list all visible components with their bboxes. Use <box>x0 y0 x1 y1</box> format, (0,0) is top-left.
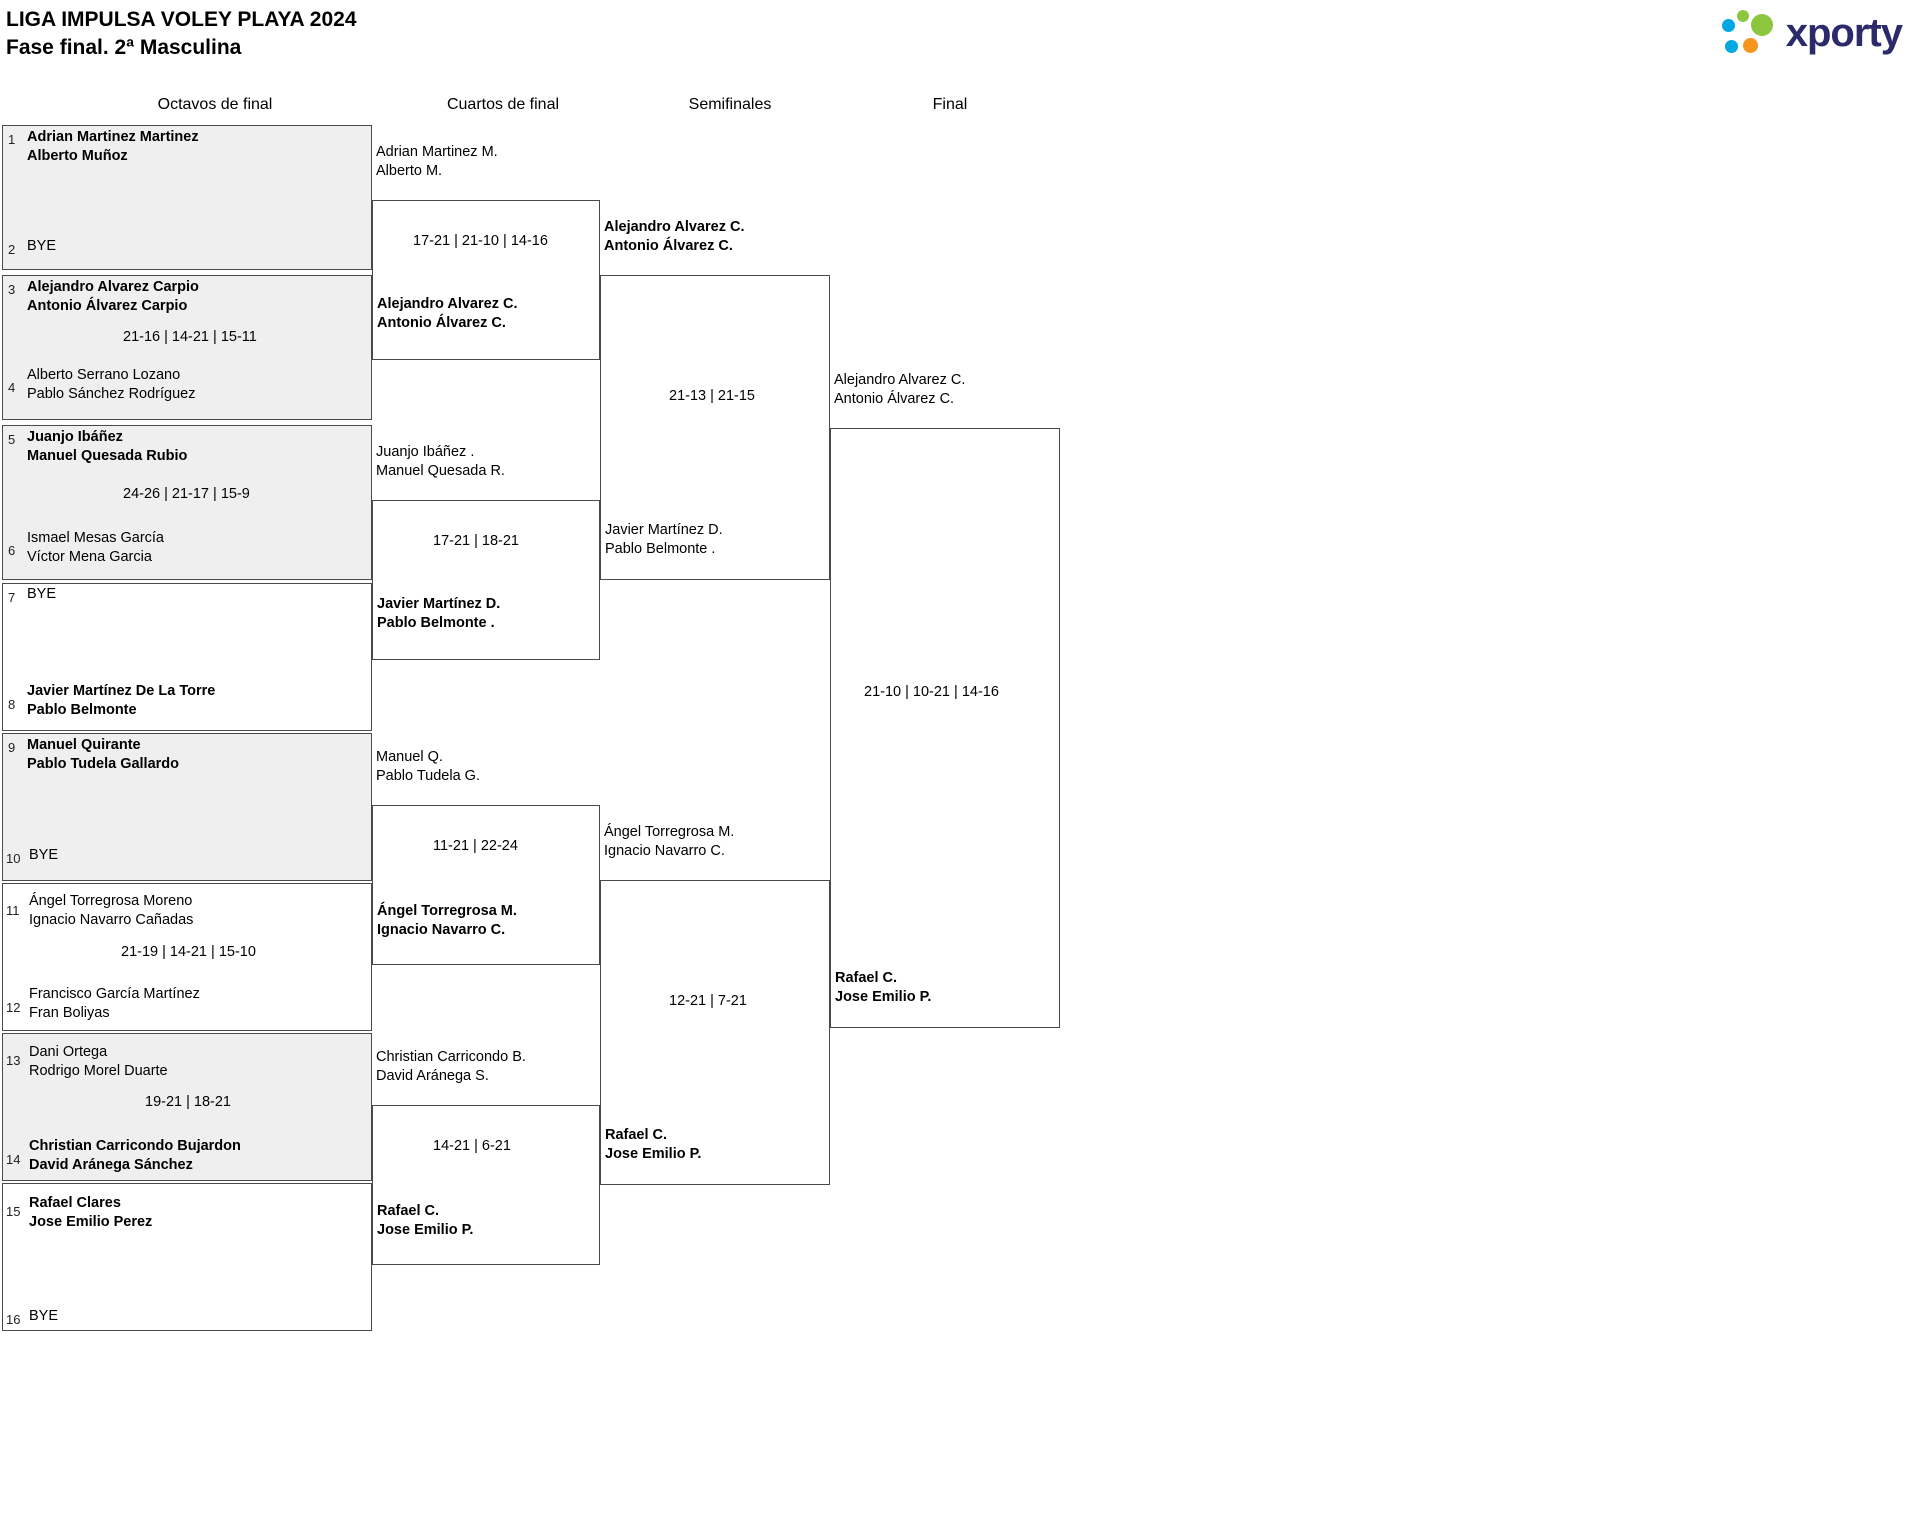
team-name: Rafael C. <box>377 1203 440 1219</box>
team-name: Christian Carricondo B. <box>376 1049 526 1065</box>
seed-number: 15 <box>6 1204 21 1219</box>
team-name: Adrian Martinez Martinez <box>27 129 199 145</box>
team-name: Alberto Muñoz <box>27 148 128 164</box>
seed-number: 5 <box>8 432 16 447</box>
match-qf-1[interactable] <box>372 200 600 360</box>
round-header-final: Final <box>932 96 968 113</box>
team-name: Jose Emilio Perez <box>29 1214 153 1230</box>
team-name: Fran Boliyas <box>29 1005 110 1021</box>
match-sf-2[interactable] <box>600 880 830 1185</box>
match-final-top <box>830 368 1060 428</box>
match-r16-3[interactable] <box>2 425 372 580</box>
team-name: Ignacio Navarro C. <box>377 922 506 938</box>
team-name: Manuel Quesada Rubio <box>27 448 188 464</box>
team-name: David Aránega S. <box>376 1068 489 1084</box>
team-name: Antonio Álvarez C. <box>604 238 733 254</box>
team-name: Pablo Sánchez Rodríguez <box>27 386 196 402</box>
team-name: Antonio Álvarez C. <box>377 315 506 331</box>
seed-number: 1 <box>8 132 16 147</box>
tournament-subtitle: Fase final. 2ª Masculina <box>6 36 242 59</box>
bye-label: BYE <box>29 1308 59 1324</box>
team-name: Manuel Quesada R. <box>376 463 505 479</box>
match-r16-4[interactable] <box>2 583 372 731</box>
match-qf-4-top <box>372 1045 600 1105</box>
round-header-cuartos: Cuartos de final <box>446 96 560 113</box>
team-name: Pablo Belmonte <box>27 702 137 718</box>
seed-number: 3 <box>8 282 16 297</box>
match-final[interactable] <box>830 428 1060 1028</box>
xporty-logo <box>1722 10 1902 56</box>
seed-number: 7 <box>8 590 16 605</box>
team-name: Pablo Tudela Gallardo <box>27 756 180 772</box>
seed-number: 6 <box>8 543 16 558</box>
match-sf-1-top <box>600 215 830 275</box>
seed-number: 14 <box>6 1152 21 1167</box>
match-sf-2-top <box>600 820 830 880</box>
team-name: Ángel Torregrosa Moreno <box>29 893 193 909</box>
round-header-octavos: Octavos de final <box>157 96 273 113</box>
match-score: 17-21 | 21-10 | 14-16 <box>413 233 548 249</box>
team-name: Manuel Q. <box>376 749 443 765</box>
seed-number: 2 <box>8 242 16 257</box>
team-name: Ignacio Navarro C. <box>604 843 725 859</box>
team-name: David Aránega Sánchez <box>29 1157 193 1173</box>
match-score: 17-21 | 18-21 <box>433 533 519 549</box>
seed-number: 13 <box>6 1053 21 1068</box>
match-score: 24-26 | 21-17 | 15-9 <box>123 486 250 502</box>
team-name: Ángel Torregrosa M. <box>377 903 517 919</box>
match-r16-8[interactable] <box>2 1183 372 1331</box>
match-score: 21-19 | 14-21 | 15-10 <box>121 944 256 960</box>
seed-number: 4 <box>8 380 16 395</box>
team-name: Christian Carricondo Bujardon <box>29 1138 241 1154</box>
team-name: Dani Ortega <box>29 1044 108 1060</box>
page-title <box>6 6 357 62</box>
team-name: Rafael Clares <box>29 1195 121 1211</box>
team-name: Ángel Torregrosa M. <box>604 824 735 840</box>
team-name: Ignacio Navarro Cañadas <box>29 912 194 928</box>
team-name: Juanjo Ibáñez . <box>376 444 475 460</box>
team-name: Javier Martínez D. <box>377 596 501 612</box>
match-score: 19-21 | 18-21 <box>145 1094 231 1110</box>
team-name: Alejandro Alvarez C. <box>377 296 518 312</box>
team-name: Manuel Quirante <box>27 737 141 753</box>
match-r16-7[interactable] <box>2 1033 372 1181</box>
logo-wordmark: xporty <box>1785 10 1902 55</box>
seed-number: 10 <box>6 851 21 866</box>
team-name: Alberto M. <box>376 163 443 179</box>
match-r16-2[interactable] <box>2 275 372 420</box>
bye-label: BYE <box>29 847 59 863</box>
seed-number: 9 <box>8 740 16 755</box>
team-name: Ismael Mesas García <box>27 530 164 546</box>
match-r16-5[interactable] <box>2 733 372 881</box>
match-score: 21-13 | 21-15 <box>669 388 755 404</box>
match-qf-3[interactable] <box>372 805 600 965</box>
team-name: Alberto Serrano Lozano <box>27 367 181 383</box>
match-score: 21-16 | 14-21 | 15-11 <box>123 329 257 345</box>
team-name: Alejandro Alvarez C. <box>604 219 745 235</box>
bye-label: BYE <box>27 238 57 254</box>
match-score: 11-21 | 22-24 <box>433 838 518 854</box>
team-name: Pablo Belmonte . <box>605 541 716 557</box>
team-name: Alejandro Alvarez C. <box>834 372 966 388</box>
team-name: Juanjo Ibáñez <box>27 429 123 445</box>
team-name: Francisco García Martínez <box>29 986 200 1002</box>
match-r16-6[interactable] <box>2 883 372 1031</box>
team-name: Antonio Álvarez Carpio <box>27 298 188 314</box>
match-score: 14-21 | 6-21 <box>433 1138 511 1154</box>
team-name: Javier Martínez D. <box>605 522 723 538</box>
match-qf-4[interactable] <box>372 1105 600 1265</box>
match-qf-1-top <box>372 140 600 200</box>
match-score: 12-21 | 7-21 <box>669 993 747 1009</box>
round-header-semis: Semifinales <box>688 96 772 113</box>
team-name: Rafael C. <box>835 970 898 986</box>
team-name: Jose Emilio P. <box>835 989 932 1005</box>
team-name: Antonio Álvarez C. <box>834 391 955 407</box>
team-name: Pablo Tudela G. <box>376 768 480 784</box>
logo-dots-icon <box>1722 10 1778 56</box>
team-name: Jose Emilio P. <box>377 1222 474 1238</box>
match-qf-2[interactable] <box>372 500 600 660</box>
team-name: Adrian Martinez M. <box>376 144 498 160</box>
match-qf-3-top <box>372 745 600 805</box>
team-name: Víctor Mena Garcia <box>27 549 152 565</box>
team-name: Javier Martínez De La Torre <box>27 683 216 699</box>
team-name: Alejandro Alvarez Carpio <box>27 279 199 295</box>
bye-label: BYE <box>27 586 57 602</box>
match-qf-2-top <box>372 440 600 500</box>
match-r16-1[interactable] <box>2 125 372 270</box>
seed-number: 11 <box>6 903 20 918</box>
team-name: Pablo Belmonte . <box>377 615 495 631</box>
seed-number: 12 <box>6 1000 21 1015</box>
team-name: Jose Emilio P. <box>605 1146 702 1162</box>
team-name: Rafael C. <box>605 1127 668 1143</box>
match-sf-1[interactable] <box>600 275 830 580</box>
seed-number: 8 <box>8 697 16 712</box>
team-name: Rodrigo Morel Duarte <box>29 1063 168 1079</box>
tournament-title: LIGA IMPULSA VOLEY PLAYA 2024 <box>6 8 357 31</box>
match-score: 21-10 | 10-21 | 14-16 <box>864 684 999 700</box>
seed-number: 16 <box>6 1312 21 1327</box>
